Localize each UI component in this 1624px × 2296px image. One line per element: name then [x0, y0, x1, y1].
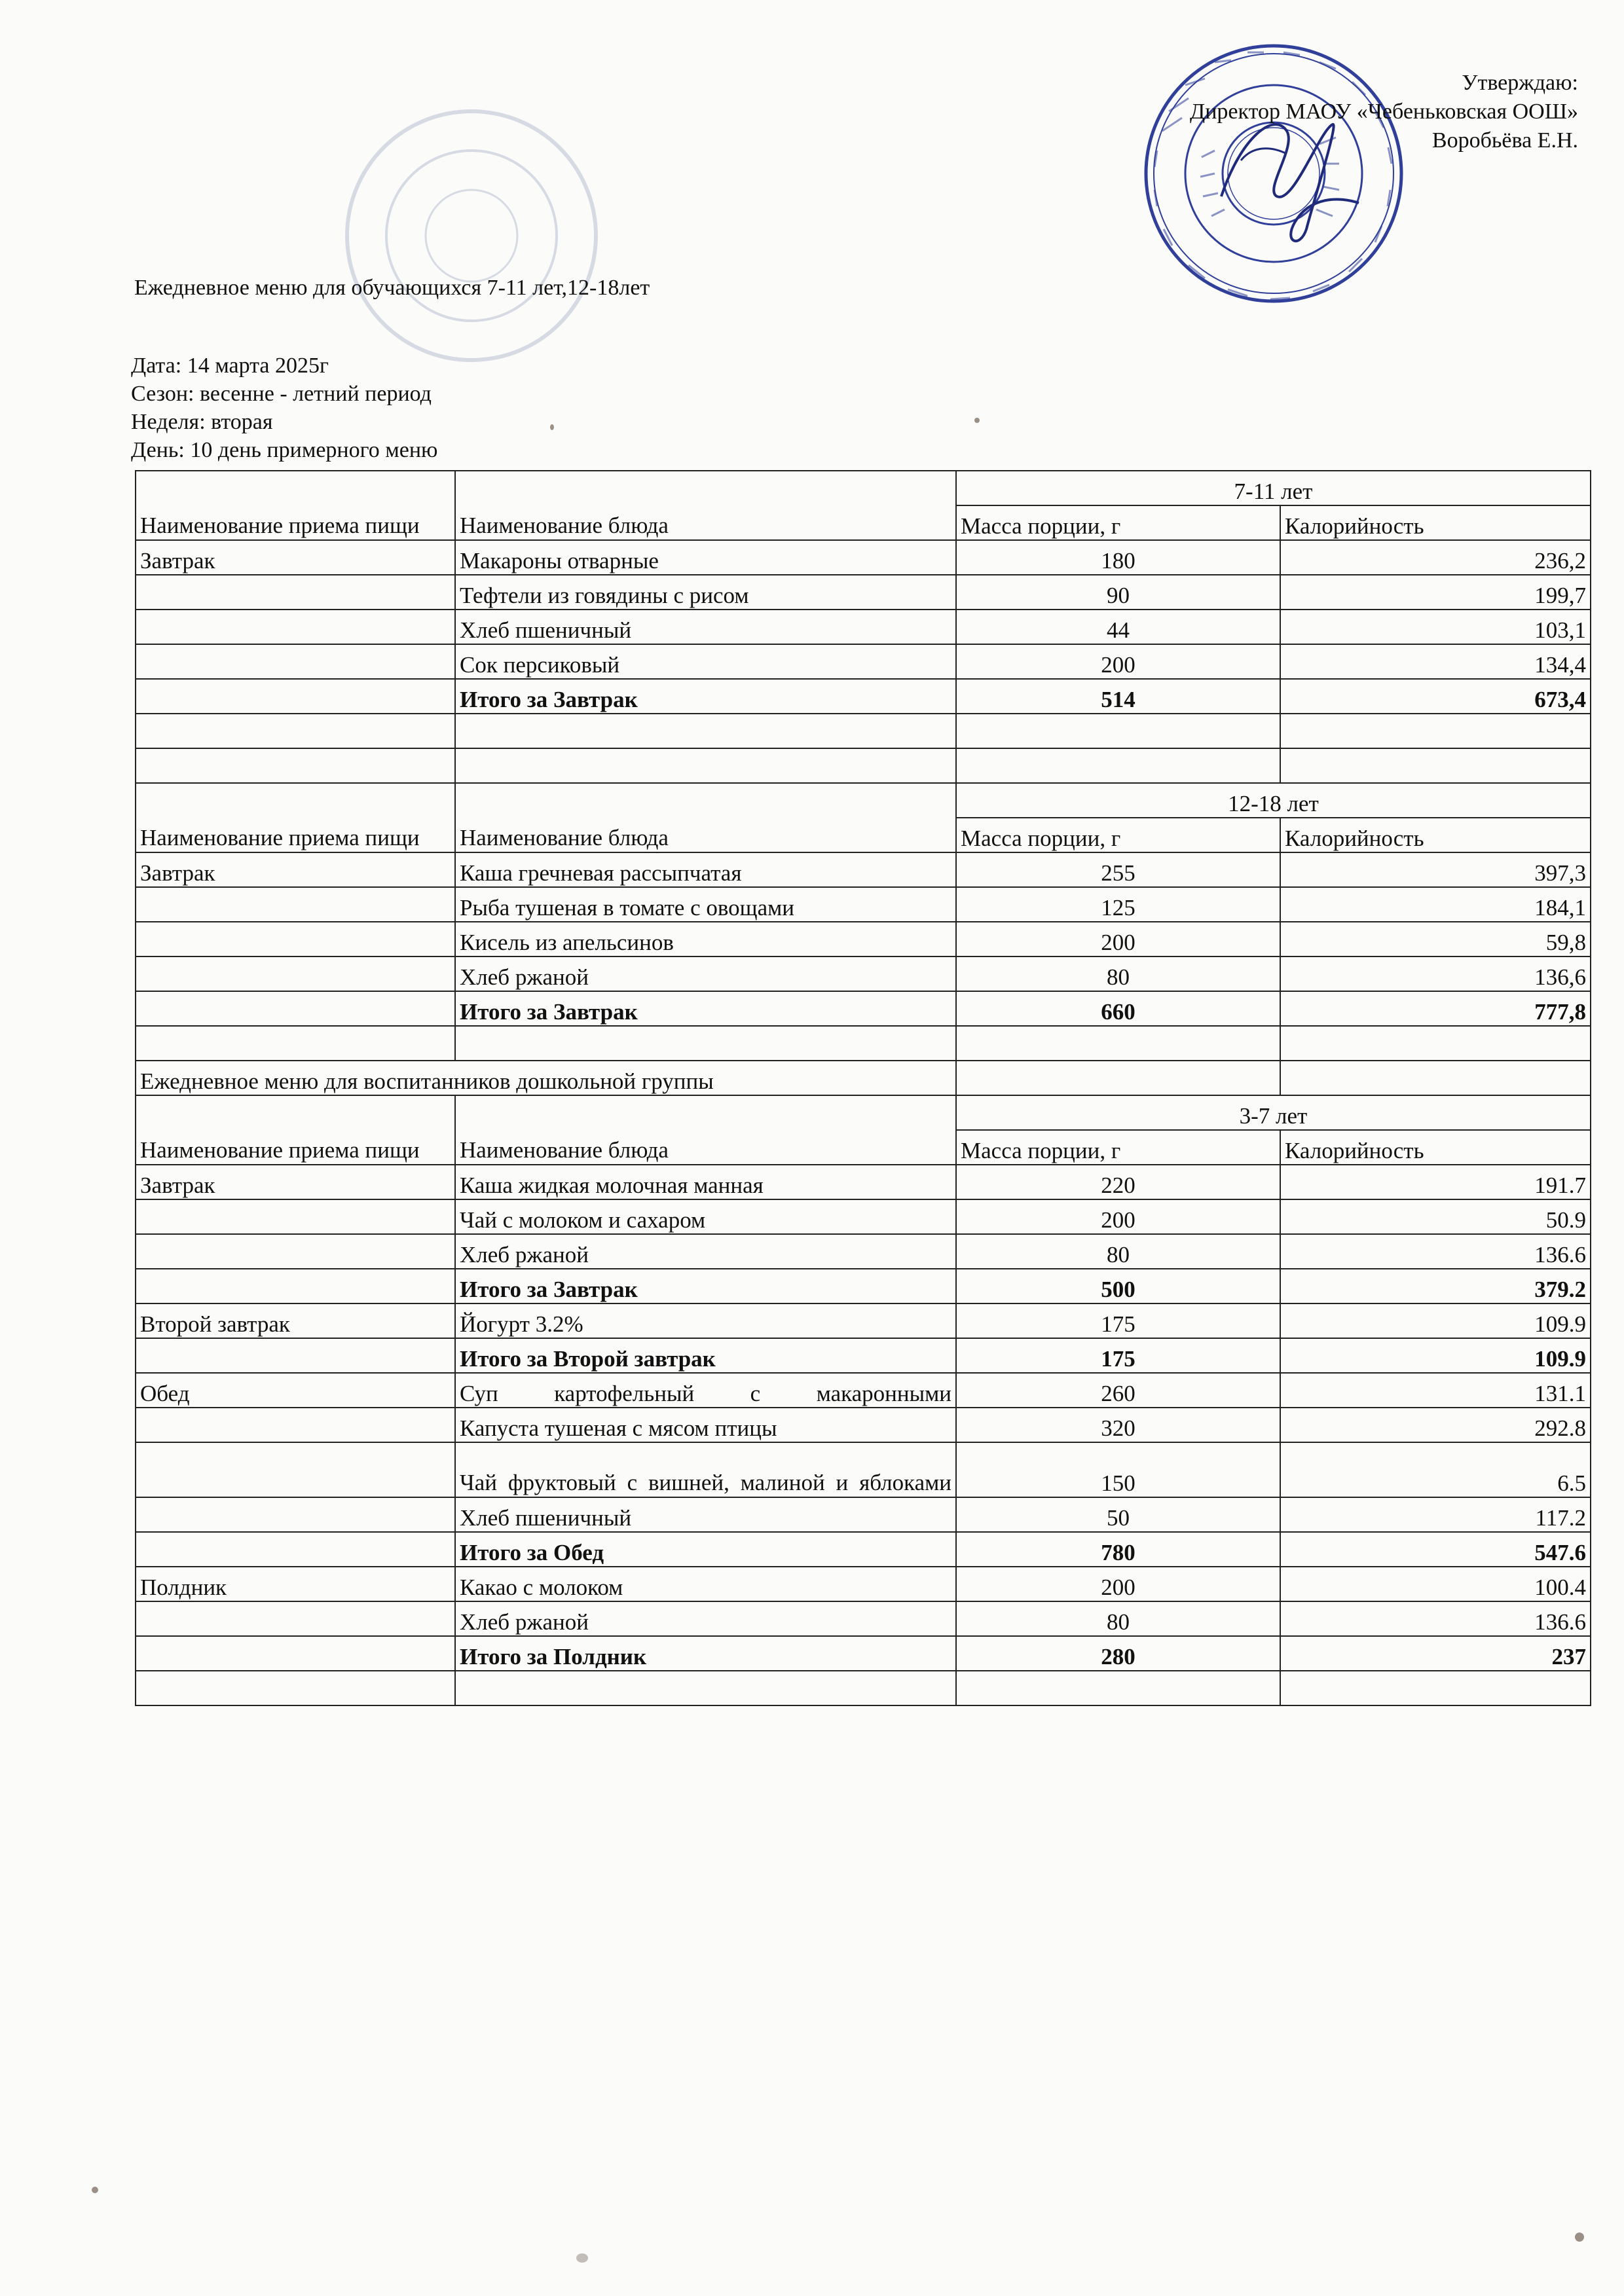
empty-cell	[1280, 748, 1591, 783]
meal-name	[136, 1234, 455, 1269]
portion-mass: 280	[956, 1636, 1280, 1671]
empty-cell	[455, 714, 956, 748]
meal-name	[136, 1269, 455, 1303]
portion-mass: 220	[956, 1165, 1280, 1199]
portion-mass: 255	[956, 852, 1280, 887]
dish-name: Итого за Обед	[455, 1532, 956, 1567]
table-row	[136, 1165, 1591, 1199]
table-row	[136, 852, 1591, 887]
total-row	[136, 1269, 1591, 1303]
empty-cell	[956, 1026, 1280, 1061]
table-row	[136, 540, 1591, 575]
table-row	[136, 1234, 1591, 1269]
empty-cell	[136, 1671, 455, 1705]
calories: 199,7	[1280, 575, 1591, 610]
preschool-menu-title: Ежедневное меню для воспитанников дошкольной группы	[136, 1061, 956, 1095]
meal-name	[136, 1636, 455, 1671]
meal-name	[136, 679, 455, 714]
empty-cell	[956, 748, 1280, 783]
empty-cell	[956, 714, 1280, 748]
dish-name: Хлеб ржаной	[455, 957, 956, 991]
header-dish-column: Наименование блюда	[455, 783, 956, 852]
header-dish-column: Наименование блюда	[455, 1095, 956, 1165]
meal-name	[136, 957, 455, 991]
table-row	[136, 1303, 1591, 1338]
calories: 109.9	[1280, 1338, 1591, 1373]
meal-name	[136, 991, 455, 1026]
table-row	[136, 887, 1591, 922]
header-mass-column: Масса порции, г	[956, 818, 1280, 852]
meal-name	[136, 1408, 455, 1442]
approval-block	[1190, 69, 1578, 155]
empty-cell	[455, 1026, 956, 1061]
age-group-label: 3-7 лет	[956, 1095, 1591, 1130]
calories: 191.7	[1280, 1165, 1591, 1199]
empty-cell	[956, 1061, 1280, 1095]
header-meal-column: Наименование приема пищи	[136, 1095, 455, 1165]
calories: 379.2	[1280, 1269, 1591, 1303]
table-row	[136, 1442, 1591, 1497]
menu-table	[135, 470, 1591, 1706]
calories: 777,8	[1280, 991, 1591, 1026]
portion-mass: 180	[956, 540, 1280, 575]
menu-day: День: 10 день примерного меню	[131, 438, 438, 462]
calories: 184,1	[1280, 887, 1591, 922]
menu-season: Сезон: весенне - летний период	[131, 382, 432, 406]
calories: 136.6	[1280, 1601, 1591, 1636]
meal-name	[136, 887, 455, 922]
meal-name	[136, 1601, 455, 1636]
empty-cell	[1280, 1026, 1591, 1061]
table-row	[136, 1567, 1591, 1601]
total-row	[136, 991, 1591, 1026]
calories: 117.2	[1280, 1497, 1591, 1532]
table-row	[136, 922, 1591, 957]
meal-name: Завтрак	[136, 1165, 455, 1199]
calories: 397,3	[1280, 852, 1591, 887]
header-mass-column: Масса порции, г	[956, 505, 1280, 540]
table-row	[136, 1601, 1591, 1636]
total-row	[136, 679, 1591, 714]
menu-title: Ежедневное меню для обучающихся 7-11 лет,12-18лет	[134, 276, 650, 300]
calories: 59,8	[1280, 922, 1591, 957]
empty-cell	[136, 714, 455, 748]
table-row	[136, 644, 1591, 679]
header-kcal-column: Калорийность	[1280, 505, 1591, 540]
meal-name: Обед	[136, 1373, 455, 1408]
empty-cell	[455, 1671, 956, 1705]
empty-cell	[1280, 1671, 1591, 1705]
dish-name: Хлеб ржаной	[455, 1601, 956, 1636]
calories: 673,4	[1280, 679, 1591, 714]
total-row	[136, 1636, 1591, 1671]
meal-name: Завтрак	[136, 852, 455, 887]
meal-name	[136, 644, 455, 679]
meal-name	[136, 1442, 455, 1497]
dish-name: Итого за Завтрак	[455, 991, 956, 1026]
table-row	[136, 575, 1591, 610]
portion-mass: 50	[956, 1497, 1280, 1532]
empty-cell	[1280, 1061, 1591, 1095]
dish-name: Сок персиковый	[455, 644, 956, 679]
empty-cell	[136, 1026, 455, 1061]
meal-name	[136, 575, 455, 610]
header-kcal-column: Калорийность	[1280, 818, 1591, 852]
portion-mass: 175	[956, 1338, 1280, 1373]
portion-mass: 200	[956, 922, 1280, 957]
portion-mass: 200	[956, 1567, 1280, 1601]
menu-date: Дата: 14 марта 2025г	[131, 354, 329, 378]
portion-mass: 80	[956, 1601, 1280, 1636]
header-meal-column: Наименование приема пищи	[136, 471, 455, 540]
portion-mass: 660	[956, 991, 1280, 1026]
portion-mass: 150	[956, 1442, 1280, 1497]
dish-name: Рыба тушеная в томате с овощами	[455, 887, 956, 922]
meal-name	[136, 1532, 455, 1567]
meal-name: Полдник	[136, 1567, 455, 1601]
dish-name: Хлеб пшеничный	[455, 1497, 956, 1532]
table-row	[136, 1497, 1591, 1532]
header-mass-column: Масса порции, г	[956, 1130, 1280, 1165]
table-row	[136, 1408, 1591, 1442]
dish-name: Итого за Завтрак	[455, 1269, 956, 1303]
dish-name: Итого за Завтрак	[455, 679, 956, 714]
portion-mass: 80	[956, 957, 1280, 991]
table-row	[136, 610, 1591, 644]
empty-cell	[1280, 714, 1591, 748]
calories: 103,1	[1280, 610, 1591, 644]
empty-cell	[956, 1671, 1280, 1705]
approval-name: Воробьёва Е.Н.	[1431, 128, 1578, 153]
dish-name: Каша жидкая молочная манная	[455, 1165, 956, 1199]
table-row	[136, 957, 1591, 991]
empty-cell	[455, 748, 956, 783]
portion-mass: 125	[956, 887, 1280, 922]
header-kcal-column: Калорийность	[1280, 1130, 1591, 1165]
calories: 50.9	[1280, 1199, 1591, 1234]
meal-name	[136, 1497, 455, 1532]
dish-name: Суп картофельный с макаронными	[455, 1373, 956, 1408]
dish-name: Чай фруктовый с вишней, малиной и яблоками	[455, 1442, 956, 1497]
calories: 136.6	[1280, 1234, 1591, 1269]
meal-name: Второй завтрак	[136, 1303, 455, 1338]
portion-mass: 780	[956, 1532, 1280, 1567]
dish-name: Макароны отварные	[455, 540, 956, 575]
meal-name	[136, 610, 455, 644]
dish-name: Кисель из апельсинов	[455, 922, 956, 957]
calories: 109.9	[1280, 1303, 1591, 1338]
calories: 136,6	[1280, 957, 1591, 991]
meal-name	[136, 1199, 455, 1234]
menu-week: Неделя: вторая	[131, 410, 273, 434]
portion-mass: 200	[956, 1199, 1280, 1234]
total-row	[136, 1338, 1591, 1373]
dish-name: Итого за Полдник	[455, 1636, 956, 1671]
header-dish-column: Наименование блюда	[455, 471, 956, 540]
meal-name	[136, 922, 455, 957]
approval-position: Директор МАОУ «Чебеньковская ООШ»	[1190, 100, 1578, 124]
calories: 237	[1280, 1636, 1591, 1671]
portion-mass: 200	[956, 644, 1280, 679]
meal-name	[136, 1338, 455, 1373]
calories: 6.5	[1280, 1442, 1591, 1497]
calories: 131.1	[1280, 1373, 1591, 1408]
portion-mass: 320	[956, 1408, 1280, 1442]
age-group-label: 12-18 лет	[956, 783, 1591, 818]
total-row	[136, 1532, 1591, 1567]
portion-mass: 260	[956, 1373, 1280, 1408]
dish-name: Какао с молоком	[455, 1567, 956, 1601]
empty-cell	[136, 748, 455, 783]
dish-name: Итого за Второй завтрак	[455, 1338, 956, 1373]
dish-name: Чай с молоком и сахаром	[455, 1199, 956, 1234]
dish-name: Хлеб пшеничный	[455, 610, 956, 644]
portion-mass: 175	[956, 1303, 1280, 1338]
calories: 292.8	[1280, 1408, 1591, 1442]
dish-name: Каша гречневая рассыпчатая	[455, 852, 956, 887]
calories: 236,2	[1280, 540, 1591, 575]
meal-name: Завтрак	[136, 540, 455, 575]
age-group-label: 7-11 лет	[956, 471, 1591, 505]
portion-mass: 500	[956, 1269, 1280, 1303]
dish-name: Тефтели из говядины с рисом	[455, 575, 956, 610]
portion-mass: 514	[956, 679, 1280, 714]
calories: 100.4	[1280, 1567, 1591, 1601]
calories: 547.6	[1280, 1532, 1591, 1567]
dish-name: Йогурт 3.2%	[455, 1303, 956, 1338]
portion-mass: 90	[956, 575, 1280, 610]
approval-label: Утверждаю:	[1462, 71, 1578, 95]
dish-name: Капуста тушеная с мясом птицы	[455, 1408, 956, 1442]
header-meal-column: Наименование приема пищи	[136, 783, 455, 852]
portion-mass: 44	[956, 610, 1280, 644]
table-row	[136, 1373, 1591, 1408]
dish-name: Хлеб ржаной	[455, 1234, 956, 1269]
menu-header	[131, 274, 650, 464]
table-row	[136, 1199, 1591, 1234]
calories: 134,4	[1280, 644, 1591, 679]
portion-mass: 80	[956, 1234, 1280, 1269]
